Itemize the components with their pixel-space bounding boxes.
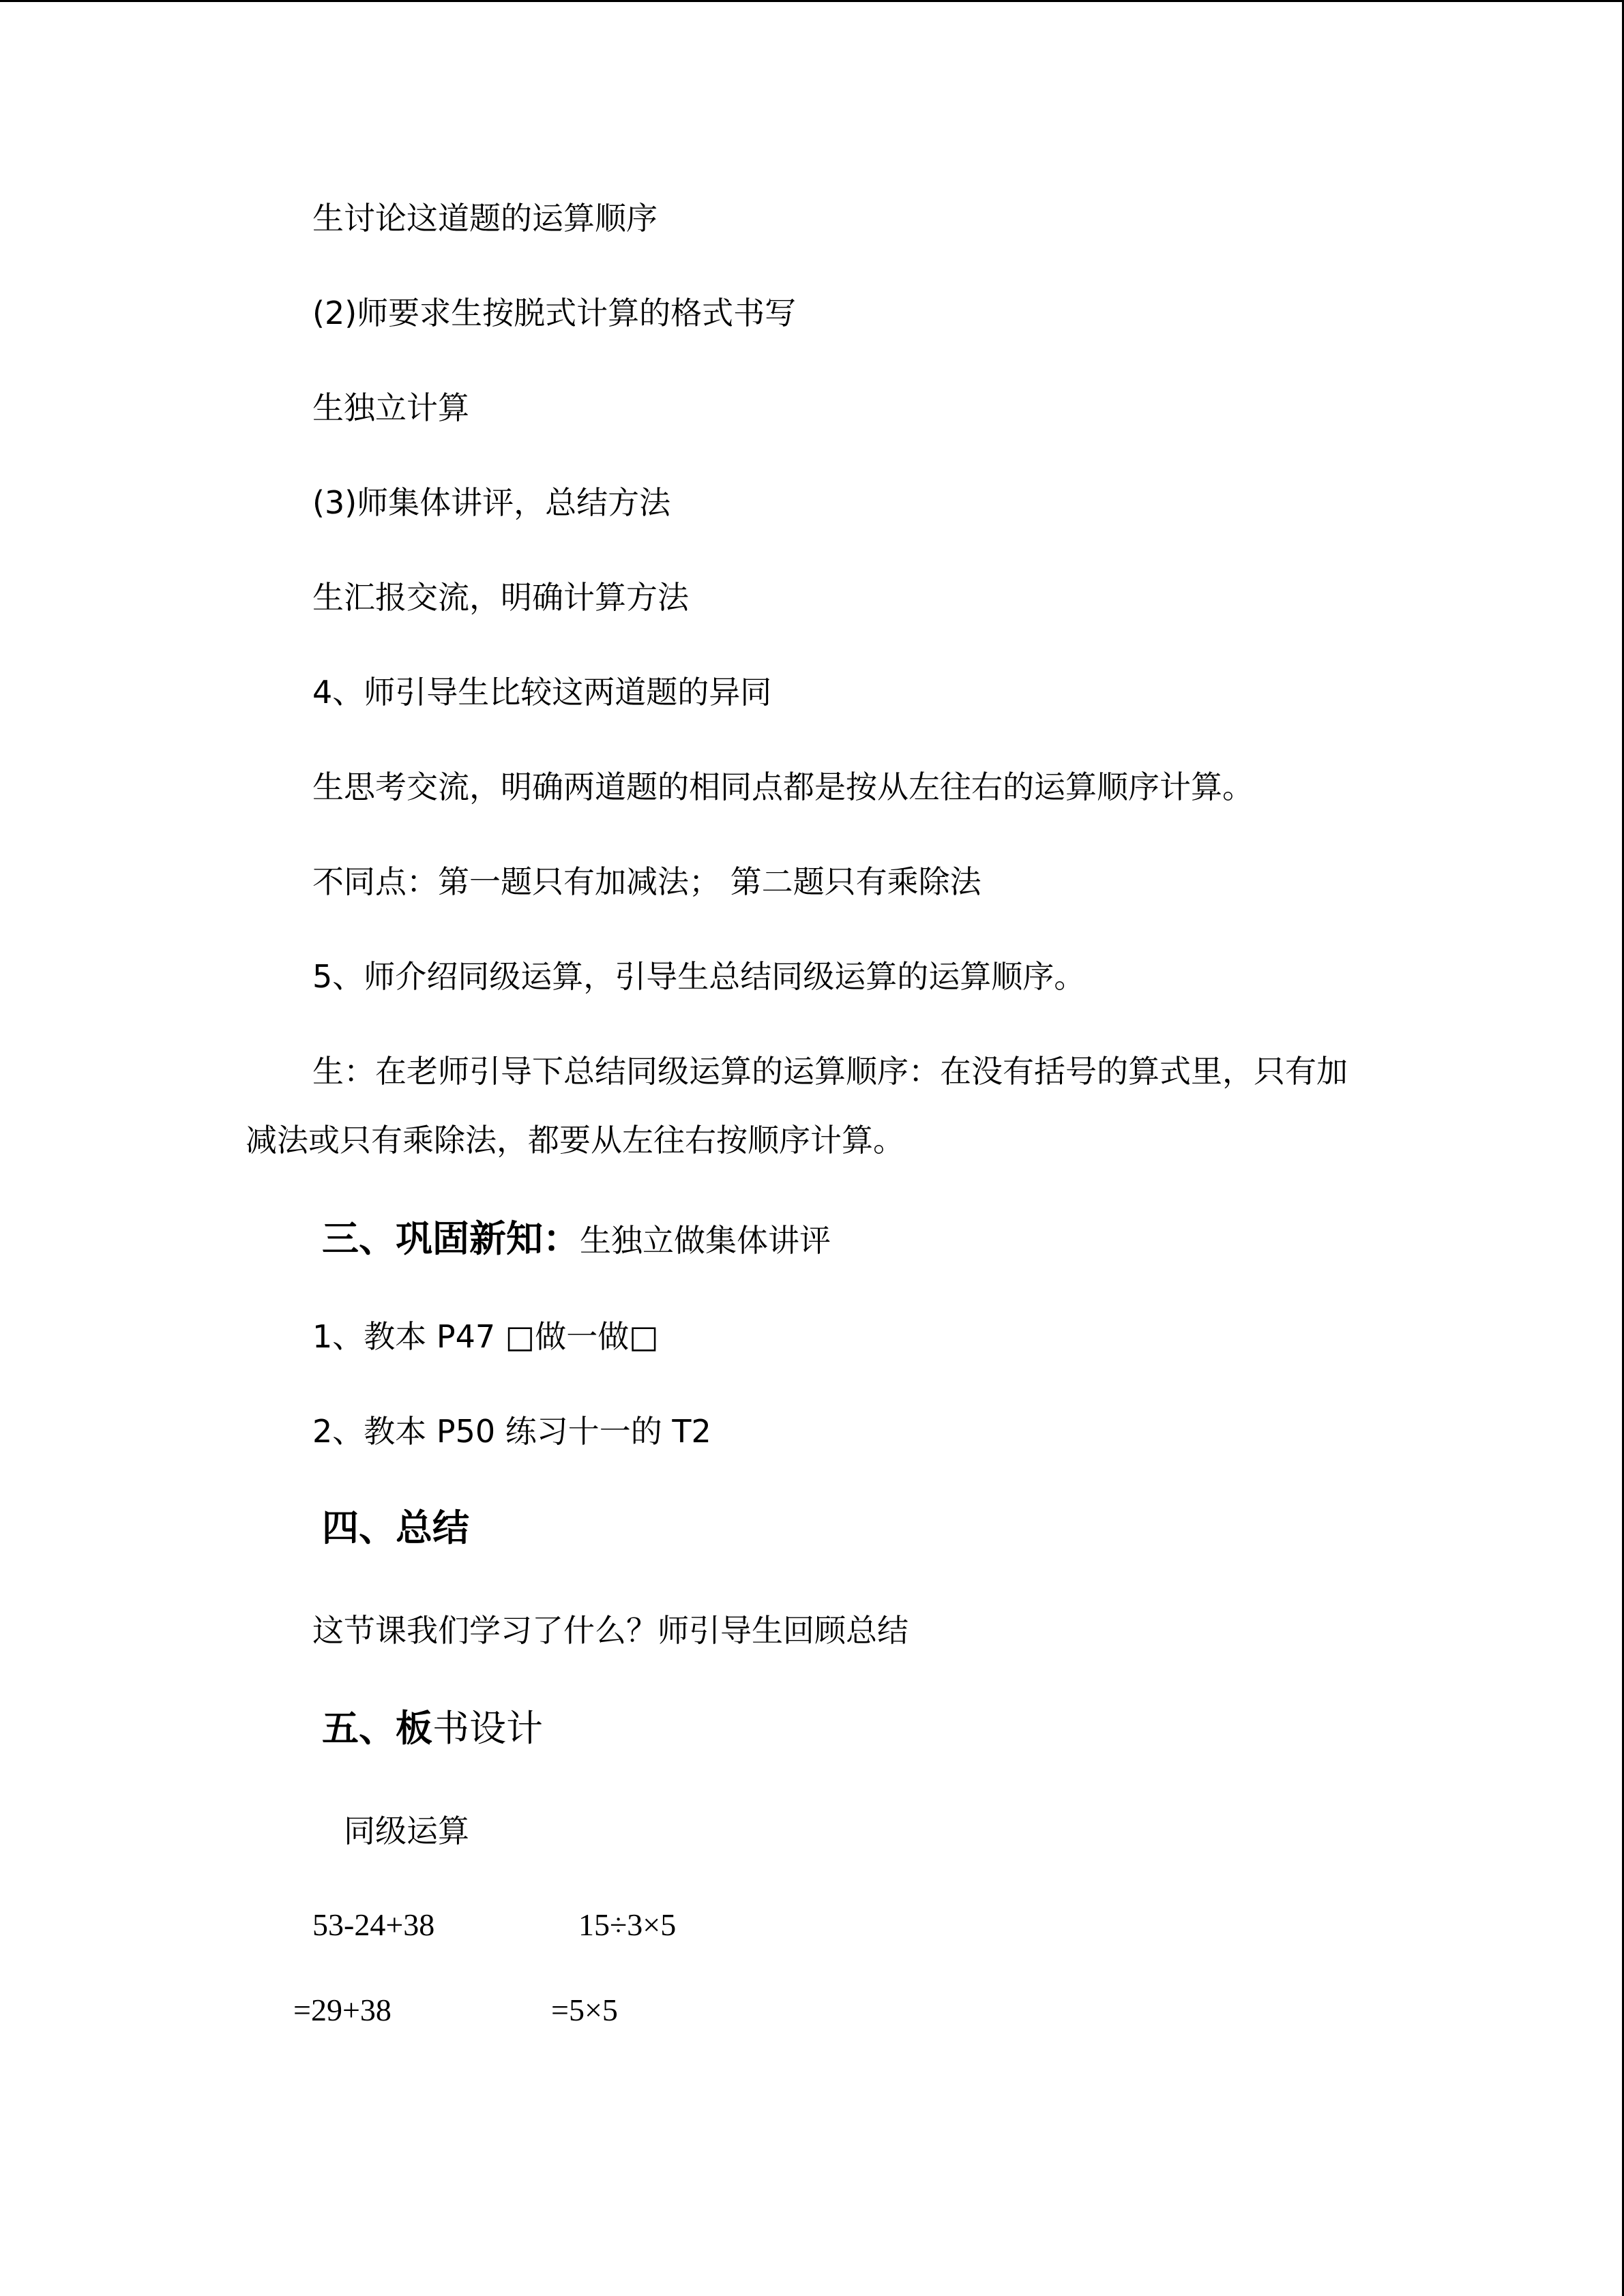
exercise-item-2: 2、教本 P50 练习十一的 T2 bbox=[312, 1413, 711, 1450]
section-heading-board-design bbox=[322, 1705, 543, 1753]
paragraph-introduce-same-level: 5、师介绍同级运算，引导生总结同级运算的运算顺序。 bbox=[312, 958, 1086, 995]
page-border-top bbox=[0, 0, 1624, 2]
paragraph-summary-question: 这节课我们学习了什么？师引导生回顾总结 bbox=[312, 1612, 909, 1649]
paragraph-summary-line1: 生：在老师引导下总结同级运算的运算顺序：在没有括号的算式里，只有加 bbox=[312, 1053, 1348, 1090]
section-heading-consolidate-title: 三、巩固新知： bbox=[322, 1217, 580, 1260]
exercise-item-1: 1、教本 P47 □做一做□ bbox=[312, 1318, 659, 1355]
section-heading-board-rest: 书设计 bbox=[432, 1707, 543, 1750]
paragraph-differences: 不同点：第一题只有加减法； 第二题只有乘除法 bbox=[312, 863, 981, 900]
paragraph-collective-review: (3)师集体讲评，总结方法 bbox=[312, 484, 671, 521]
board-left-expression-1: 53-24+38 bbox=[312, 1907, 435, 1942]
board-title: 同级运算 bbox=[344, 1813, 469, 1849]
paragraph-teacher-format: (2)师要求生按脱式计算的格式书写 bbox=[312, 295, 797, 331]
paragraph-independent-calc: 生独立计算 bbox=[312, 389, 469, 426]
board-right-expression-1: 15÷3×5 bbox=[578, 1907, 677, 1942]
section-heading-summary-title: 四、总结 bbox=[322, 1506, 469, 1549]
paragraph-summary-line2: 减法或只有乘除法，都要从左往右按顺序计算。 bbox=[246, 1122, 904, 1159]
section-heading-board-strong: 五、板 bbox=[322, 1707, 432, 1750]
section-heading-consolidate-rest: 生独立做集体讲评 bbox=[580, 1222, 831, 1259]
paragraph-similarities: 生思考交流，明确两道题的相同点都是按从左往右的运算顺序计算。 bbox=[312, 769, 1254, 805]
section-heading-consolidate bbox=[322, 1215, 831, 1264]
paragraph-compare-problems: 4、师引导生比较这两道题的异同 bbox=[312, 674, 772, 711]
paragraph-discuss-order: 生讨论这道题的运算顺序 bbox=[312, 200, 658, 237]
board-right-expression-2: =5×5 bbox=[551, 1993, 618, 2027]
paragraph-report-exchange: 生汇报交流，明确计算方法 bbox=[312, 579, 689, 616]
board-left-expression-2: =29+38 bbox=[293, 1993, 392, 2027]
section-heading-summary bbox=[322, 1504, 469, 1552]
